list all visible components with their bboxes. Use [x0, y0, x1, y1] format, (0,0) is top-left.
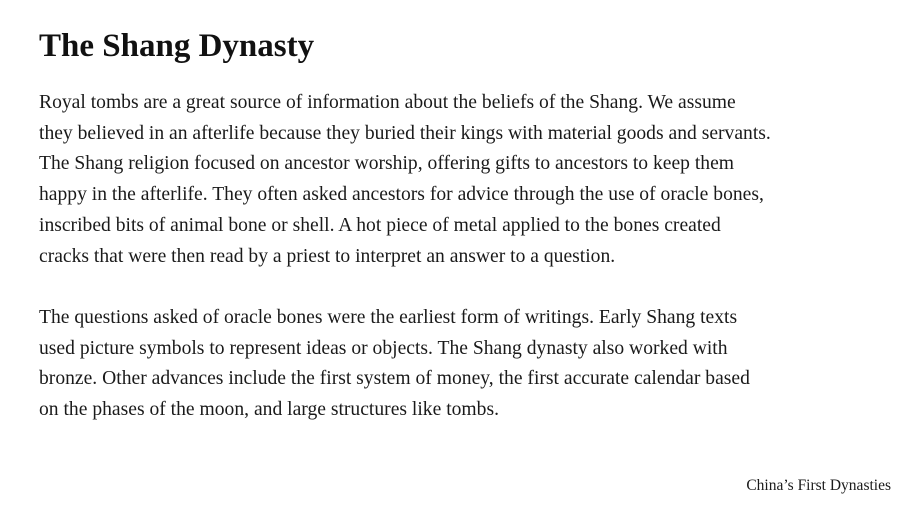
slide-body: [39, 88, 869, 426]
paragraph-royal-tombs: Royal tombs are a great source of information about the beliefs of the Shang. We assume they believed in an afterlife because they buried their kings with material goods and servants. The Shang religion focused on ancestor worship, offering gifts to ancestors to keep them happy in the afterlife. They often asked ancestors for advice through the use of oracle bones, inscribed bits of animal bone or shell. A hot piece of metal applied to the bones created cracks that were then read by a priest to interpret an answer to a question.: [39, 92, 771, 267]
slide-title: The Shang Dynasty: [39, 28, 315, 64]
paragraph-oracle-bones: The questions asked of oracle bones were the earliest form of writings. Early Shang texts used picture symbols to represent ideas or objects. The Shang dynasty also worked with bronze. Other advances include the first system of money, the first accurate calendar based on the phases of the moon, and large structures like tombs.: [39, 306, 750, 421]
footer-caption: China’s First Dynasties: [746, 477, 891, 494]
